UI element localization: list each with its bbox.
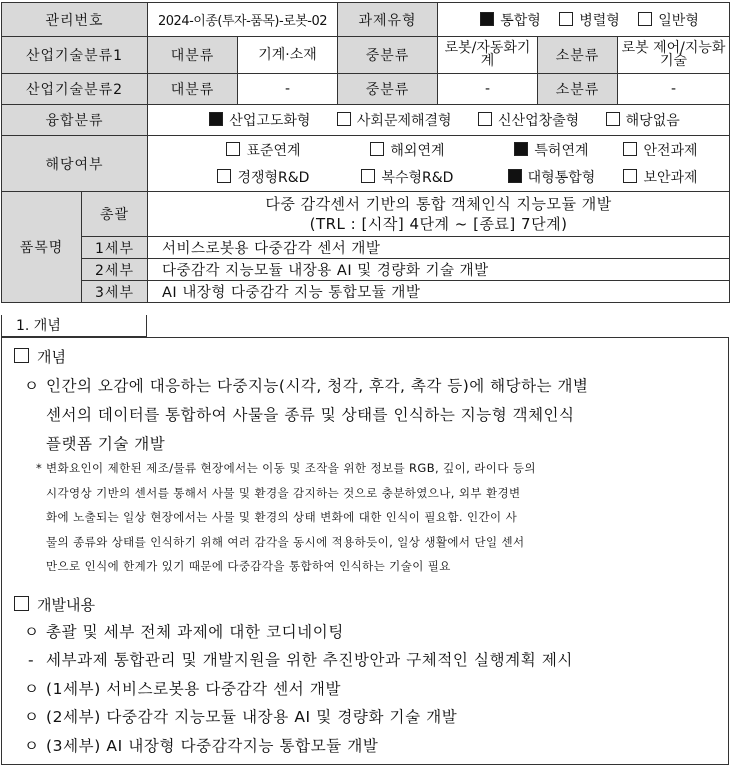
type-option-general[interactable]: 일반형: [638, 10, 699, 30]
applicable-large-integrated[interactable]: 대형통합형: [479, 167, 623, 187]
class2-mid-value: -: [438, 74, 538, 105]
checkbox-empty-icon: [226, 142, 240, 156]
fusion-label: 융합분류: [2, 105, 148, 136]
overall-title: 다중 감각센서 기반의 통합 객체인식 지능모듈 개발: [265, 195, 612, 213]
class2-small-value: -: [618, 74, 730, 105]
checkbox-checked-icon: [209, 112, 223, 126]
square-bullet-icon: [14, 596, 29, 611]
class1-label: 산업기술분류1: [2, 37, 148, 74]
sub1-value: 서비스로봇용 다중감각 센서 개발: [148, 237, 730, 259]
content-box: [1, 337, 729, 765]
note-line: 시각영상 기반의 센서를 통해서 사물 및 환경을 감지하는 것으로 충분하였으나, 외부 환경변: [46, 485, 521, 500]
class2-label: 산업기술분류2: [2, 74, 148, 105]
class2-small-label: 소분류: [538, 74, 618, 105]
class1-mid-label: 중분류: [338, 37, 438, 74]
type-options: [438, 3, 730, 37]
row-sub1: [2, 237, 730, 259]
checkbox-empty-icon: [478, 112, 492, 126]
fusion-options: [148, 105, 730, 136]
development-heading: 개발내용: [14, 594, 95, 615]
class2-large-label: 대분류: [148, 74, 238, 105]
sub2-value: 다중감각 지능모듈 내장용 AI 및 경량화 기술 개발: [148, 259, 730, 281]
overall-content: [148, 192, 730, 237]
note-line: 만으로 인식에 한계가 있기 때문에 다중감각을 통합하여 인식하는 기술이 필요: [46, 559, 451, 573]
checkbox-empty-icon: [623, 142, 637, 156]
row-class2: [2, 74, 730, 105]
checkbox-checked-icon: [514, 142, 528, 156]
sub2-label: 2세부: [82, 259, 148, 281]
applicable-label: 해당여부: [2, 136, 148, 192]
class1-small-label: 소분류: [538, 37, 618, 74]
row-sub2: [2, 259, 730, 281]
applicable-options-1: [148, 136, 730, 164]
overall-trl: (TRL : [시작] 4단계 ~ [종료] 7단계): [309, 215, 568, 233]
concept-line: ㅇ 인간의 오감에 대응하는 다중지능(시각, 청각, 후각, 촉각 등)에 해당하는 개별: [24, 372, 724, 401]
checkbox-empty-icon: [638, 12, 652, 26]
concept-paragraph: [24, 372, 724, 459]
checkbox-empty-icon: [337, 112, 351, 126]
checkbox-empty-icon: [370, 142, 384, 156]
mgmt-value: 2024-이종(투자-품목)-로봇-02: [148, 3, 338, 37]
development-item: ㅇ (1세부) 서비스로봇용 다중감각 센서 개발: [24, 680, 342, 698]
row-sub3: [2, 281, 730, 303]
applicable-patent[interactable]: 특허연계: [479, 140, 623, 160]
applicable-options-2: [148, 164, 730, 192]
fusion-option-none[interactable]: 해당없음: [606, 110, 680, 130]
items-label: 품목명: [2, 192, 82, 303]
note-line: 물의 종류와 상태를 인식하기 위해 여러 감각을 동시에 적용하듯이, 일상 생활에서 단일 센서: [46, 534, 525, 549]
checkbox-empty-icon: [361, 169, 375, 183]
row-fusion: [2, 105, 730, 136]
project-info-table: [1, 2, 730, 303]
class2-mid-label: 중분류: [338, 74, 438, 105]
row-applicable-1: [2, 136, 730, 164]
class1-large-label: 대분류: [148, 37, 238, 74]
sub3-label: 3세부: [82, 281, 148, 303]
type-label: 과제유형: [338, 3, 438, 37]
fusion-option-new-industry[interactable]: 신산업창출형: [478, 110, 579, 130]
concept-line: 센서의 데이터를 통합하여 사물을 종류 및 상태를 인식하는 지능형 객체인식: [46, 406, 575, 424]
asterisk-marker: *: [36, 461, 43, 475]
concept-heading: 개념: [14, 346, 66, 367]
applicable-multiple[interactable]: 복수형R&D: [335, 167, 479, 187]
type-option-parallel[interactable]: 병렬형: [559, 10, 620, 30]
row-overall: [2, 192, 730, 237]
row-class1: [2, 37, 730, 74]
applicable-security[interactable]: 보안과제: [623, 167, 697, 187]
checkbox-empty-icon: [559, 12, 573, 26]
sub3-value: AI 내장형 다중감각 지능 통합모듈 개발: [148, 281, 730, 303]
applicable-competitive[interactable]: 경쟁형R&D: [191, 167, 335, 187]
development-item: - 세부과제 통합관리 및 개발지원을 위한 추진방안과 구체적인 실행계획 제시: [28, 651, 573, 669]
note-line: 화에 노출되는 일상 현장에서는 사물 및 환경의 상태 변화에 대한 인식이 필요함. 인간이 사: [46, 510, 518, 524]
checkbox-empty-icon: [623, 169, 637, 183]
circle-bullet: ㅇ: [24, 377, 40, 395]
concept-section-label: 1. 개념: [1, 315, 147, 337]
type-option-integrated[interactable]: 통합형: [480, 10, 541, 30]
checkbox-empty-icon: [606, 112, 620, 126]
development-item: ㅇ (2세부) 다중감각 지능모듈 내장용 AI 및 경량화 기술 개발: [24, 708, 458, 726]
development-item: ㅇ (3세부) AI 내장형 다중감각지능 통합모듈 개발: [24, 737, 379, 755]
class1-large-value: 기계·소재: [238, 37, 338, 74]
concept-note: [36, 456, 722, 579]
class1-mid-value: 로봇/자동화기계: [438, 37, 538, 74]
concept-line: 플랫폼 기술 개발: [46, 435, 166, 453]
sub1-label: 1세부: [82, 237, 148, 259]
class1-small-value: 로봇 제어/지능화기술: [618, 37, 730, 74]
square-bullet-icon: [14, 348, 29, 363]
class2-large-value: -: [238, 74, 338, 105]
applicable-safety[interactable]: 안전과제: [623, 140, 697, 160]
checkbox-empty-icon: [217, 169, 231, 183]
checkbox-checked-icon: [508, 169, 522, 183]
checkbox-checked-icon: [480, 12, 494, 26]
fusion-option-social[interactable]: 사회문제해결형: [337, 110, 452, 130]
applicable-overseas[interactable]: 해외연계: [335, 140, 479, 160]
row-management: [2, 3, 730, 37]
applicable-standard[interactable]: 표준연계: [191, 140, 335, 160]
development-item: ㅇ 총괄 및 세부 전체 과제에 대한 코디네이팅: [24, 623, 344, 641]
note-line: 변화요인이 제한된 제조/물류 현장에서는 이동 및 조작을 위한 정보를 RGB, 깊이, 라이다 등의: [46, 461, 536, 475]
fusion-option-industrial[interactable]: 산업고도화형: [209, 110, 310, 130]
mgmt-label: 관리번호: [2, 3, 148, 37]
overall-label: 총괄: [82, 192, 148, 237]
